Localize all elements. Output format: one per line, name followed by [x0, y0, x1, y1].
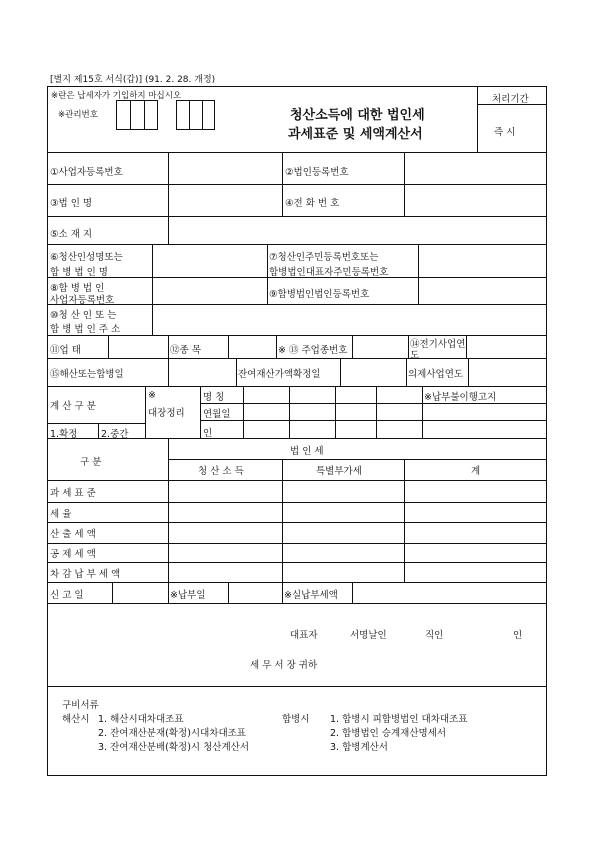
actual-payment-label: ※실납부세액 [284, 590, 338, 601]
title-line2: 과세표준 및 세액계산서 [288, 127, 423, 142]
name-stamp-label: 서명날인 [350, 630, 387, 641]
row-tax-rate: 세 율 [50, 509, 72, 520]
row-net-payable: 차 감 납 부 세 액 [50, 569, 121, 580]
name-label: 명 칭 [203, 392, 225, 403]
corp-name-label: ③법 인 명 [50, 198, 93, 209]
processing-value: 즉 시 [494, 127, 516, 138]
dissolution-item-3: 3. 잔여재산분배(확정)시 청산계산서 [98, 742, 249, 753]
position-label: 직인 [425, 630, 444, 641]
merger-corp-reg-label: ⑨합병법인법인등록번호 [269, 289, 370, 300]
merger-item-2: 2. 합병법인 승계재산명세서 [330, 728, 447, 739]
seal-label: 인 [203, 428, 213, 439]
ymd-label: 연월일 [203, 409, 231, 420]
merger-biz-label-2: 사업자등록번호 [50, 295, 115, 306]
representative-label: 대표자 [290, 630, 318, 641]
category-header: 구 분 [80, 457, 102, 468]
liquidator-name-label-1: ⑥청산인성명또는 [50, 252, 123, 263]
main-industry-label: ※ ⑬ 주업종번호 [278, 345, 348, 356]
ledger-label-1: ※ [148, 390, 156, 401]
merger-item-1: 1. 합병시 피합병법인 대차대조표 [330, 714, 468, 725]
confirmed-option[interactable]: 1.확정 [50, 429, 78, 440]
mgmt-no-label: ※관리번호 [58, 110, 98, 120]
dissolution-label: 해산시 [62, 714, 90, 725]
col-liq-income: 청 산 소 득 [198, 466, 244, 477]
dissolution-item-2: 2. 잔여재산분재(확정)시대차대조표 [98, 728, 246, 739]
col-special: 특별부가세 [316, 466, 362, 477]
address-label: ⑤소 재 지 [50, 229, 93, 240]
unpaid-notice-label: ※납부불이행고지 [424, 392, 497, 403]
liq-addr-label-2: 합 병 법 인 주 소 [50, 324, 121, 335]
dissolution-date-label: ⑮해산또는합병일 [50, 369, 124, 380]
liq-addr-label-1: ⑩청 산 인 또 는 [50, 310, 117, 321]
processing-label: 처리기간 [492, 94, 529, 105]
filing-date-label: 신 고 일 [50, 590, 84, 601]
mgmt-no-box-2[interactable] [176, 100, 215, 130]
tax-office-label: 세 무 서 장 귀하 [250, 660, 318, 671]
liquidator-id-label-2: 합병법인대표자주민등록번호 [269, 267, 389, 278]
interim-option[interactable]: 2.중간 [101, 429, 129, 440]
ledger-label-2: 대장정리 [148, 408, 185, 419]
corp-tax-header: 법 인 세 [290, 446, 324, 457]
sign-seal-label: 인 [513, 630, 523, 641]
merger-item-3: 3. 합병계산서 [330, 742, 388, 753]
biz-reg-no-label: ①사업자등록번호 [50, 167, 123, 178]
row-computed-tax: 산 출 세 액 [50, 529, 96, 540]
row-tax-base: 과 세 표 준 [50, 488, 96, 499]
payment-date-label: ※납부일 [170, 590, 206, 601]
business-type-label: ⑪업 태 [50, 345, 81, 356]
prev-biz-year-label-1: ⑭전기사업연 [410, 339, 466, 350]
corp-reg-no-label: ②법인등록번호 [285, 167, 349, 178]
merger-label: 합병시 [282, 714, 310, 725]
calc-type-label: 계 산 구 분 [50, 401, 96, 412]
dissolution-item-1: 1. 해산시대차대조표 [98, 714, 184, 725]
liquidator-id-label-1: ⑦청산인주민등록번호또는 [269, 252, 379, 263]
attachments-heading: 구비서류 [62, 700, 99, 711]
business-item-label: ⑫종 목 [170, 345, 201, 356]
deemed-year-label: 의제사업연도 [408, 369, 464, 380]
prev-biz-year-label-2: 도 [410, 350, 420, 361]
header-notice: ※란은 납세자가 기입하지 마십시오 [51, 91, 182, 101]
residual-date-label: 잔여재산가액확정일 [238, 369, 321, 380]
merger-biz-label-1: ⑧합 병 법 인 [50, 283, 105, 294]
row-deducted-tax: 공 제 세 액 [50, 549, 96, 560]
form-note: [별지 제15호 서식(갑)] (91. 2. 28. 개정) [50, 75, 216, 85]
liquidator-name-label-2: 합 병 법 인 명 [50, 267, 108, 278]
col-total: 계 [471, 466, 481, 477]
phone-label: ④전 화 번 호 [285, 198, 340, 209]
mgmt-no-box-1[interactable] [116, 100, 158, 130]
title-line1: 청산소득에 대한 법인세 [290, 108, 425, 123]
